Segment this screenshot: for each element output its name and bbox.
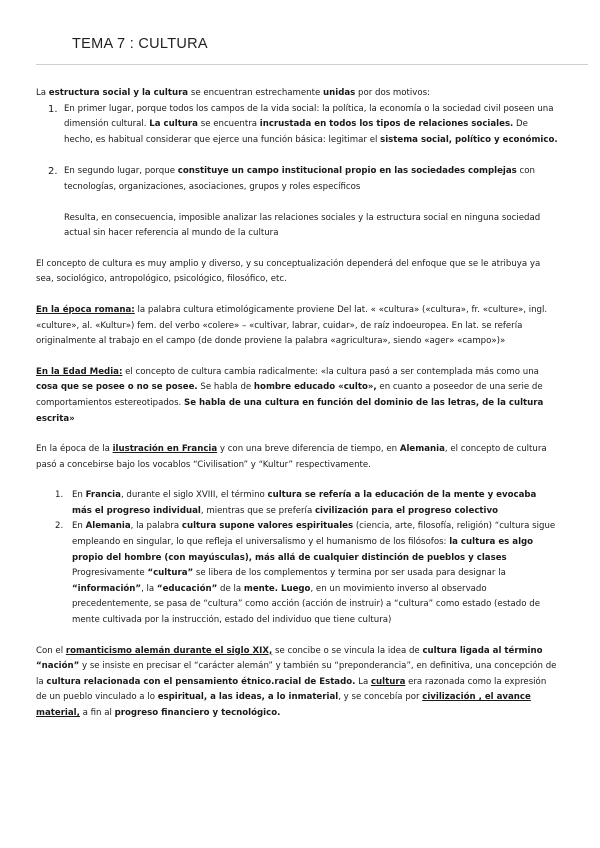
intro-text: La — [36, 88, 49, 98]
romanticism-text: , y se concebía por — [338, 692, 423, 703]
country-number: 1. — [55, 490, 64, 501]
enlightenment-bold: ilustración en Francia — [112, 444, 218, 455]
country-text: En — [72, 490, 86, 501]
country-text: , la — [141, 583, 157, 594]
romanticism-text: era razonada como la expresión de un pueblo vinculado a lo — [36, 676, 547, 703]
enlightenment-text: , el concepto de cultura pasó a concebirse bajo los vocablos “Civilisation” y “Kultur” respectivamente. — [36, 444, 547, 470]
romanticism-text: Con el — [36, 645, 66, 656]
medieval-paragraph — [36, 365, 558, 427]
reason-number: 1. — [48, 103, 58, 115]
reason-bold: constituye un campo institucional propio en las sociedades complejas — [177, 166, 517, 177]
romanticism-text: La — [355, 676, 371, 687]
enlightenment-text: En la época de la — [36, 444, 113, 455]
roman-paragraph — [36, 303, 558, 350]
concept-paragraph: El concepto de cultura es muy amplio y diverso, y su conceptualización dependerá del enfoque que se le atribuya ya sea, sociológico, antropológico, psicológico, filosófico, etc. — [36, 258, 541, 285]
reason-item-1 — [36, 102, 558, 149]
romanticism-bold: romanticismo alemán durante el siglo XIX, — [65, 645, 273, 656]
romanticism-text: a fin al — [79, 708, 115, 718]
reason-text: con tecnologías, organizaciones, asociaciones, grupos y roles específicos — [64, 166, 535, 192]
medieval-bold: hombre educado «culto», — [253, 382, 377, 393]
country-text: de la — [217, 583, 244, 594]
page-title: TEMA 7 : CULTURA — [72, 36, 208, 52]
romanticism-bold: progreso financiero y tecnológico. — [114, 708, 281, 718]
enlightenment-text: y con una breve diferencia de tiempo, en — [217, 444, 400, 455]
result-paragraph: Resulta, en consecuencia, imposible analizar las relaciones sociales y la estructura social en ninguna sociedad actual sin hacer referencia al mundo de la cultura — [64, 212, 541, 239]
romanticism-bold: cultura relacionada con el pensamiento étnico.racial de Estado. — [46, 676, 356, 687]
medieval-text: Se habla de — [197, 382, 254, 393]
country-text: En — [72, 521, 86, 532]
country-text: se libera de los complementos y termina por ser usada para designar la — [193, 568, 506, 579]
country-item-2 — [36, 519, 558, 628]
country-bold: civilización para el progreso colectivo — [314, 505, 498, 516]
country-bold: “educación” — [156, 583, 218, 594]
intro-text: se encuentran estrechamente — [188, 88, 324, 98]
country-text: , en un movimiento inverso al observado precedentemente, se pasa de “cultura” como acción (acción de instruir) a “cultura” como estado (estado de mente cultivada por la instrucción, estado del individuo que tiene cultura) — [72, 583, 540, 626]
country-bold: cultura se refería a la educación de la mente y evocaba más el progreso individual — [72, 490, 537, 516]
country-bold: mente. Luego — [243, 583, 311, 594]
country-bold: Francia — [85, 490, 121, 501]
romanticism-paragraph — [36, 644, 558, 722]
intro-paragraph — [36, 86, 558, 102]
romanticism-text: y se insiste en precisar el “carácter alemán” y también su “preponderancia”, en definitiva, una concepción de la — [36, 661, 557, 687]
country-bold: “cultura” — [147, 568, 194, 579]
medieval-heading: En la Edad Media: — [36, 366, 123, 377]
country-text: , durante el siglo XVIII, el término — [120, 490, 268, 501]
country-text: , la palabra — [130, 521, 182, 532]
enlightenment-bold: Alemania — [399, 444, 445, 455]
document-body — [36, 86, 558, 722]
intro-bold: estructura social y la cultura — [48, 88, 189, 98]
reason-text: se encuentra — [197, 119, 260, 130]
romanticism-bold: civilización , el avance material, — [36, 692, 531, 718]
reason-item-2 — [36, 164, 558, 195]
country-bold: la cultura es algo propio del hombre (con mayúsculas), más allá de cualquier distinción de pueblos y clases — [72, 537, 534, 563]
medieval-bold: Se habla de una cultura en función del dominio de las letras, de la cultura escrita» — [36, 397, 544, 424]
intro-text: por dos motivos: — [355, 88, 431, 98]
reason-bold: incrustada en todos los tipos de relaciones sociales. — [259, 119, 514, 130]
roman-heading: En la época romana: — [36, 304, 135, 315]
reason-bold: La cultura — [149, 119, 198, 130]
country-bold: “información” — [72, 583, 142, 594]
reason-text: En primer lugar, porque todos los campos de la vida social: la política, la economía o la sociedad civil poseen una dimensión cultural. — [64, 103, 554, 130]
reason-bold: sistema social, político y económico. — [380, 134, 558, 145]
country-bold: cultura supone valores espirituales — [181, 521, 354, 532]
reason-number: 2. — [48, 166, 58, 178]
romanticism-bold: cultura — [370, 676, 406, 687]
header-divider — [36, 64, 588, 65]
country-bold: Alemania — [85, 521, 131, 532]
romanticism-bold: espiritual, a las ideas, a lo inmaterial — [157, 692, 339, 703]
roman-text: la palabra cultura etimológicamente proviene Del lat. « «cultura» («cultura», fr. «culture», ingl. «culture», al. «Kultur») fem. del verbo «colere» – «cultivar, labrar, cuidar», de raíz indoeuropea. En lat. se refería originalmente al trabajo en el campo (de donde proviene la palabra «agricultura», siendo «ager» «campo»)» — [36, 304, 548, 347]
country-text: , mientras que se prefería — [200, 505, 315, 516]
enlightenment-paragraph — [36, 442, 558, 473]
reason-text: De hecho, es habitual considerar que ejerce una función básica: legitimar el — [64, 119, 528, 145]
romanticism-text: se concibe o se vincula la idea de — [272, 645, 423, 656]
reason-text: En segundo lugar, porque — [64, 166, 178, 177]
medieval-text: en cuanto a poseedor de una serie de comportamientos estereotipados. — [36, 382, 543, 408]
medieval-text: el concepto de cultura cambia radicalmente: «la cultura pasó a ser contemplada más como una — [122, 366, 539, 377]
medieval-bold: cosa que se posee o no se posee. — [36, 382, 198, 393]
intro-bold: unidas — [323, 88, 356, 98]
country-text: (ciencia, arte, filosofía, religión) “cultura sigue empleando en singular, lo que refleja el universalismo y el humanismo de los filósofos: — [72, 521, 556, 548]
romanticism-bold: cultura ligada al término “nación” — [36, 645, 543, 672]
country-item-1 — [36, 488, 558, 519]
country-text: Progresivamente — [72, 568, 148, 579]
country-number: 2. — [55, 521, 64, 532]
